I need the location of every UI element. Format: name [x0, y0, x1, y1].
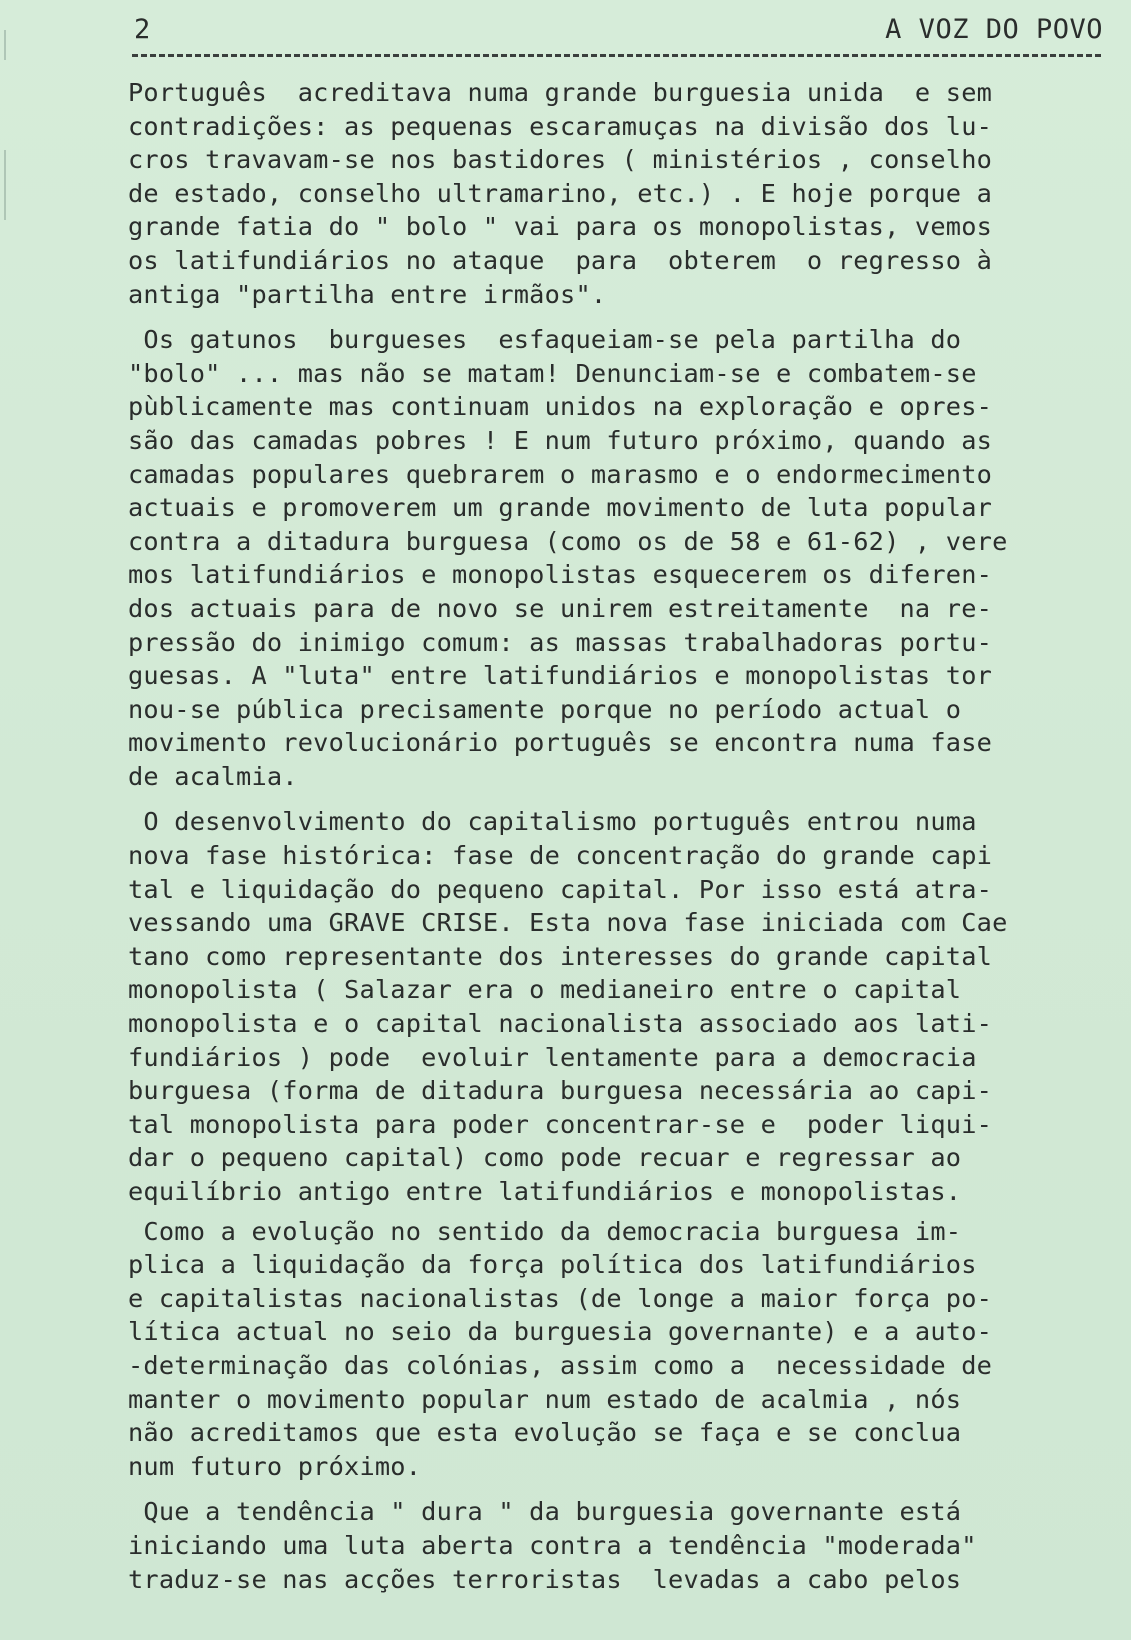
text-line: tal e liquidação do pequeno capital. Por isso está atra-	[128, 874, 993, 904]
running-title: A VOZ DO POVO	[885, 14, 1103, 45]
text-line: de acalmia.	[128, 761, 298, 791]
text-line: monopolista e o capital nacionalista associado aos lati-	[128, 1009, 993, 1039]
text-line: traduz-se nas acções terroristas levadas a cabo pelos	[128, 1564, 962, 1594]
text-line: nou-se pública precisamente porque no período actual o	[128, 694, 962, 724]
text-line: e capitalistas nacionalistas (de longe a maior força po-	[128, 1283, 993, 1313]
text-line: camadas populares quebrarem o marasmo e o endormecimento	[128, 459, 993, 489]
text-line: grande fatia do " bolo " vai para os monopolistas, vemos	[128, 212, 993, 242]
text-line: Os gatunos burgueses esfaqueiam-se pela partilha do	[128, 325, 962, 355]
header-rule	[132, 54, 1101, 57]
paragraph	[128, 805, 1108, 1208]
text-line: tal monopolista para poder concentrar-se e poder liqui-	[128, 1109, 993, 1139]
margin-scan-mark	[4, 30, 6, 60]
text-line: Como a evolução no sentido da democracia burguesa im-	[128, 1216, 962, 1246]
text-line: actuais e promoverem um grande movimento de luta popular	[128, 493, 993, 523]
page-number: 2	[134, 14, 151, 45]
paragraph	[128, 1215, 1108, 1484]
text-line: Que a tendência " dura " da burguesia governante está	[128, 1497, 962, 1527]
margin-scan-mark	[4, 150, 6, 220]
paragraph-gap	[128, 311, 1108, 323]
text-line: -determinação das colónias, assim como a necessidade de	[128, 1350, 993, 1380]
paragraph-gap	[128, 793, 1108, 805]
text-line: fundiários ) pode evoluir lentamente para a democracia	[128, 1042, 977, 1072]
text-line: de estado, conselho ultramarino, etc.) . E hoje porque a	[128, 178, 993, 208]
paragraph	[128, 1495, 1108, 1596]
text-line: O desenvolvimento do capitalismo português entrou numa	[128, 807, 977, 837]
text-line: lítica actual no seio da burguesia governante) e a auto-	[128, 1317, 993, 1347]
text-line: monopolista ( Salazar era o medianeiro entre o capital	[128, 975, 962, 1005]
text-line: pressão do inimigo comum: as massas trabalhadoras portu-	[128, 627, 993, 657]
text-line: nova fase histórica: fase de concentração do grande capi	[128, 841, 993, 871]
text-line: equilíbrio antigo entre latifundiários e monopolistas.	[128, 1177, 962, 1206]
text-line: não acreditamos que esta evolução se faça e se conclua	[128, 1418, 962, 1448]
text-line: "bolo" ... mas não se matam! Denunciam-se e combatem-se	[128, 358, 977, 388]
text-line: manter o movimento popular num estado de acalmia , nós	[128, 1384, 962, 1414]
text-line: guesas. A "luta" entre latifundiários e monopolistas tor	[128, 661, 993, 691]
text-line: tano como representante dos interesses do grande capital	[128, 941, 993, 971]
text-line: os latifundiários no ataque para obterem o regresso à	[128, 245, 993, 275]
text-line: antiga "partilha entre irmãos".	[128, 279, 607, 309]
text-line: dos actuais para de novo se unirem estreitamente na re-	[128, 593, 993, 623]
text-line: plica a liquidação da força política dos latifundiários	[128, 1250, 977, 1280]
body-text	[128, 76, 1108, 1596]
page-header	[128, 10, 1103, 50]
text-line: num futuro próximo.	[128, 1451, 422, 1481]
text-line: vessando uma GRAVE CRISE. Esta nova fase iniciada com Cae	[128, 908, 1008, 938]
text-line: cros travavam-se nos bastidores ( ministérios , conselho	[128, 145, 993, 175]
text-line: são das camadas pobres ! E num futuro próximo, quando as	[128, 425, 993, 455]
text-line: burguesa (forma de ditadura burguesa necessária ao capi-	[128, 1076, 993, 1106]
paragraph-gap	[128, 1483, 1108, 1495]
text-line: pùblicamente mas continuam unidos na exploração e opres-	[128, 392, 993, 422]
text-line: contradições: as pequenas escaramuças na divisão dos lu-	[128, 111, 993, 141]
text-line: mos latifundiários e monopolistas esquecerem os diferen-	[128, 560, 993, 590]
text-line: Português acreditava numa grande burguesia unida e sem	[128, 78, 993, 107]
paragraph	[128, 76, 1108, 311]
text-line: movimento revolucionário português se encontra numa fase	[128, 728, 993, 758]
text-line: dar o pequeno capital) como pode recuar e regressar ao	[128, 1143, 962, 1173]
text-line: contra a ditadura burguesa (como os de 58 e 61-62) , vere	[128, 526, 1008, 556]
paragraph	[128, 323, 1108, 793]
text-line: iniciando uma luta aberta contra a tendência "moderada"	[128, 1530, 977, 1560]
